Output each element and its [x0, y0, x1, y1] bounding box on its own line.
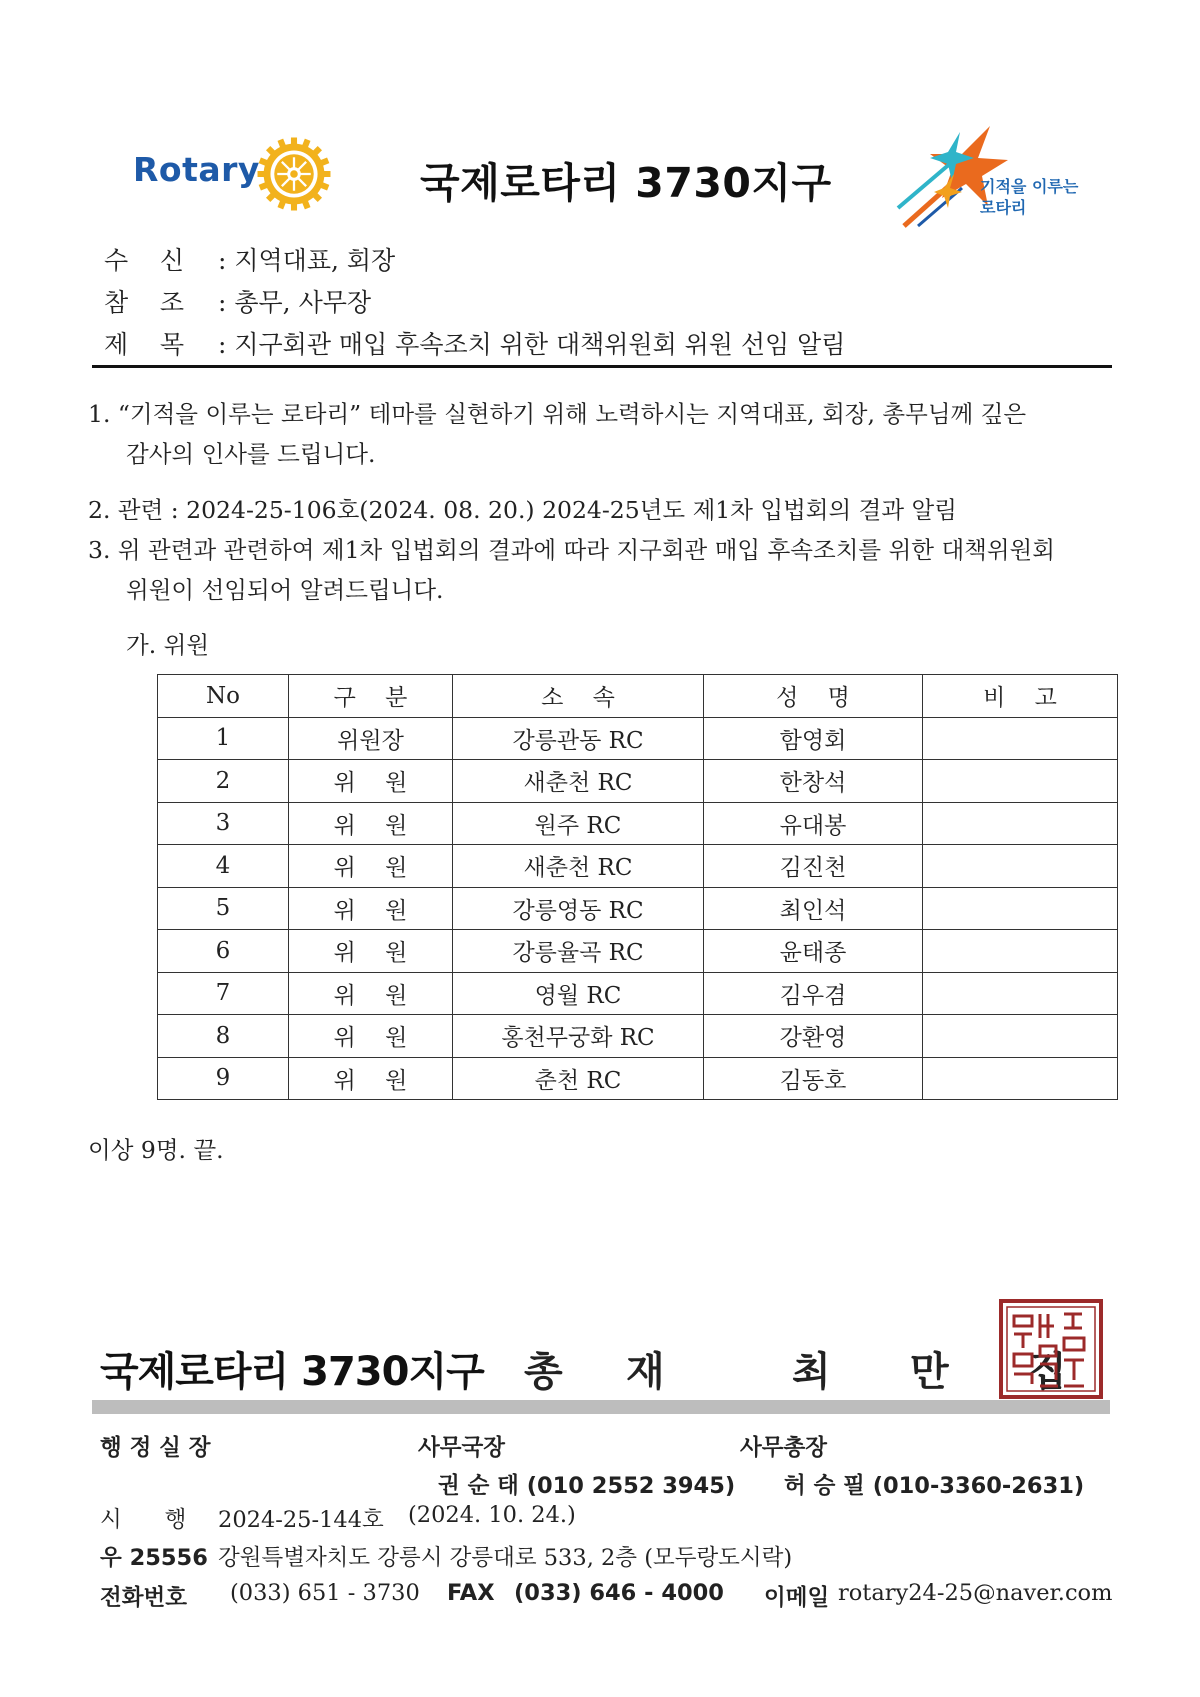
cell-affiliation: 홍천무궁화 RC	[453, 1015, 704, 1058]
cell-no: 3	[158, 802, 289, 845]
phone-number: (033) 651 - 3730	[230, 1580, 420, 1606]
fax-label: FAX	[447, 1580, 495, 1606]
table-row	[158, 1015, 1118, 1058]
theme-slogan-line1: 기적을 이루는	[980, 177, 1079, 196]
fax-number: (033) 646 - 4000	[514, 1580, 724, 1606]
paragraph-2: 2. 관련 : 2024-25-106호(2024. 08. 20.) 2024-25년도 제1차 입법회의 결과 알림	[88, 496, 957, 524]
table-row	[158, 887, 1118, 930]
title-char-2: 재	[626, 1349, 665, 1395]
name-char-1: 최	[792, 1349, 831, 1395]
email-address: rotary24-25@naver.com	[838, 1580, 1113, 1606]
table-row	[158, 760, 1118, 803]
title-char-1: 총	[524, 1349, 563, 1395]
name-char-2: 만	[910, 1349, 949, 1395]
cell-division: 위 원	[289, 845, 453, 888]
col-header-remarks: 비 고	[923, 675, 1118, 718]
col-header-affiliation: 소 속	[453, 675, 704, 718]
issue-date: (2024. 10. 24.)	[408, 1502, 576, 1528]
cell-affiliation: 춘천 RC	[453, 1057, 704, 1100]
postal-code: 우 25556	[100, 1545, 208, 1571]
cell-no: 6	[158, 930, 289, 973]
header-divider	[92, 365, 1112, 368]
secretary-general-contact: 권 순 태 (010 2552 3945)	[438, 1473, 736, 1499]
cell-affiliation: 강릉영동 RC	[453, 887, 704, 930]
cell-name: 유대봉	[704, 802, 923, 845]
cell-division: 위 원	[289, 930, 453, 973]
cell-no: 8	[158, 1015, 289, 1058]
cell-division: 위 원	[289, 802, 453, 845]
cell-remarks	[923, 1015, 1118, 1058]
paragraph-3	[88, 530, 1148, 610]
secretary-general-label: 사무국장	[418, 1435, 505, 1461]
colon: :	[218, 330, 235, 359]
recipient-value: 지역대표, 회장	[234, 246, 396, 275]
colon: :	[218, 288, 235, 317]
reference-label: 참 조	[104, 288, 185, 317]
rotary-wordmark: Rotary	[133, 150, 260, 189]
cell-affiliation: 원주 RC	[453, 802, 704, 845]
paragraph-1-line2: 감사의 인사를 드립니다.	[126, 440, 376, 468]
committee-table	[157, 674, 1118, 1100]
cell-name: 강환영	[704, 1015, 923, 1058]
cell-affiliation: 강릉관동 RC	[453, 717, 704, 760]
name-char-3: 집	[1028, 1349, 1067, 1395]
official-seal-stamp	[998, 1298, 1104, 1400]
cell-remarks	[923, 802, 1118, 845]
cell-division: 위 원	[289, 1057, 453, 1100]
address: 강원특별자치도 강릉시 강릉대로 533, 2층 (모두랑도시락)	[218, 1545, 793, 1571]
subject-row	[104, 325, 845, 365]
table-row	[158, 802, 1118, 845]
general-manager-contact: 허 승 필 (010-3360-2631)	[784, 1473, 1085, 1499]
cell-name: 함영회	[704, 717, 923, 760]
colon: :	[218, 246, 235, 275]
col-header-name: 성 명	[704, 675, 923, 718]
cell-division: 위 원	[289, 887, 453, 930]
document-title: 국제로타리 3730지구	[420, 159, 832, 207]
cell-name: 김우겸	[704, 972, 923, 1015]
paragraph-3-line2: 위원이 선임되어 알려드립니다.	[126, 576, 444, 604]
table-row	[158, 1057, 1118, 1100]
reference-row	[104, 283, 371, 323]
admin-label: 행 정 실 장	[100, 1435, 211, 1461]
issue-number: 2024-25-144호	[218, 1507, 384, 1533]
paragraph-3-line1: 3. 위 관련과 관련하여 제1차 입법회의 결과에 따라 지구회관 매입 후속조치를 위한 대책위원회	[88, 536, 1055, 564]
cell-name: 한창석	[704, 760, 923, 803]
sub-heading: 가. 위원	[126, 631, 210, 659]
email-label: 이메일	[764, 1585, 830, 1611]
col-header-division: 구 분	[289, 675, 453, 718]
cell-division: 위 원	[289, 972, 453, 1015]
cell-affiliation: 새춘천 RC	[453, 760, 704, 803]
recipient-row	[104, 241, 395, 281]
table-row	[158, 717, 1118, 760]
rotary-wheel-icon	[256, 136, 332, 212]
col-header-no: No	[158, 675, 289, 718]
table-row	[158, 930, 1118, 973]
cell-division: 위 원	[289, 1015, 453, 1058]
cell-remarks	[923, 1057, 1118, 1100]
cell-no: 4	[158, 845, 289, 888]
cell-no: 9	[158, 1057, 289, 1100]
cell-affiliation: 영월 RC	[453, 972, 704, 1015]
table-row	[158, 845, 1118, 888]
footer-organization: 국제로타리 3730지구	[100, 1349, 484, 1395]
subject-value: 지구회관 매입 후속조치 위한 대책위원회 위원 선임 알림	[234, 330, 846, 359]
cell-remarks	[923, 845, 1118, 888]
theme-slogan-line2: 로타리	[980, 198, 1027, 217]
cell-name: 김진천	[704, 845, 923, 888]
paragraph-1-line1: 1. “기적을 이루는 로타리” 테마를 실현하기 위해 노력하시는 지역대표, 회장, 총무님께 깊은	[88, 400, 1027, 428]
footer-divider-bar	[92, 1400, 1110, 1414]
general-manager-label: 사무총장	[740, 1435, 827, 1461]
closing-text: 이상 9명. 끝.	[88, 1136, 224, 1164]
cell-no: 1	[158, 717, 289, 760]
table-header-row	[158, 675, 1118, 718]
cell-no: 2	[158, 760, 289, 803]
issue-label: 시 행	[100, 1507, 187, 1533]
paragraph-1	[88, 394, 1118, 474]
cell-remarks	[923, 930, 1118, 973]
reference-value: 총무, 사무장	[234, 288, 372, 317]
cell-name: 윤태종	[704, 930, 923, 973]
theme-slogan	[980, 176, 1078, 218]
subject-label: 제 목	[104, 330, 185, 359]
cell-no: 7	[158, 972, 289, 1015]
cell-remarks	[923, 972, 1118, 1015]
cell-division: 위 원	[289, 760, 453, 803]
cell-remarks	[923, 887, 1118, 930]
cell-no: 5	[158, 887, 289, 930]
recipient-label: 수 신	[104, 246, 185, 275]
cell-name: 최인석	[704, 887, 923, 930]
cell-affiliation: 강릉율곡 RC	[453, 930, 704, 973]
cell-remarks	[923, 760, 1118, 803]
cell-affiliation: 새춘천 RC	[453, 845, 704, 888]
table-row	[158, 972, 1118, 1015]
cell-name: 김동호	[704, 1057, 923, 1100]
cell-remarks	[923, 717, 1118, 760]
cell-division: 위원장	[289, 717, 453, 760]
phone-label: 전화번호	[100, 1585, 187, 1611]
